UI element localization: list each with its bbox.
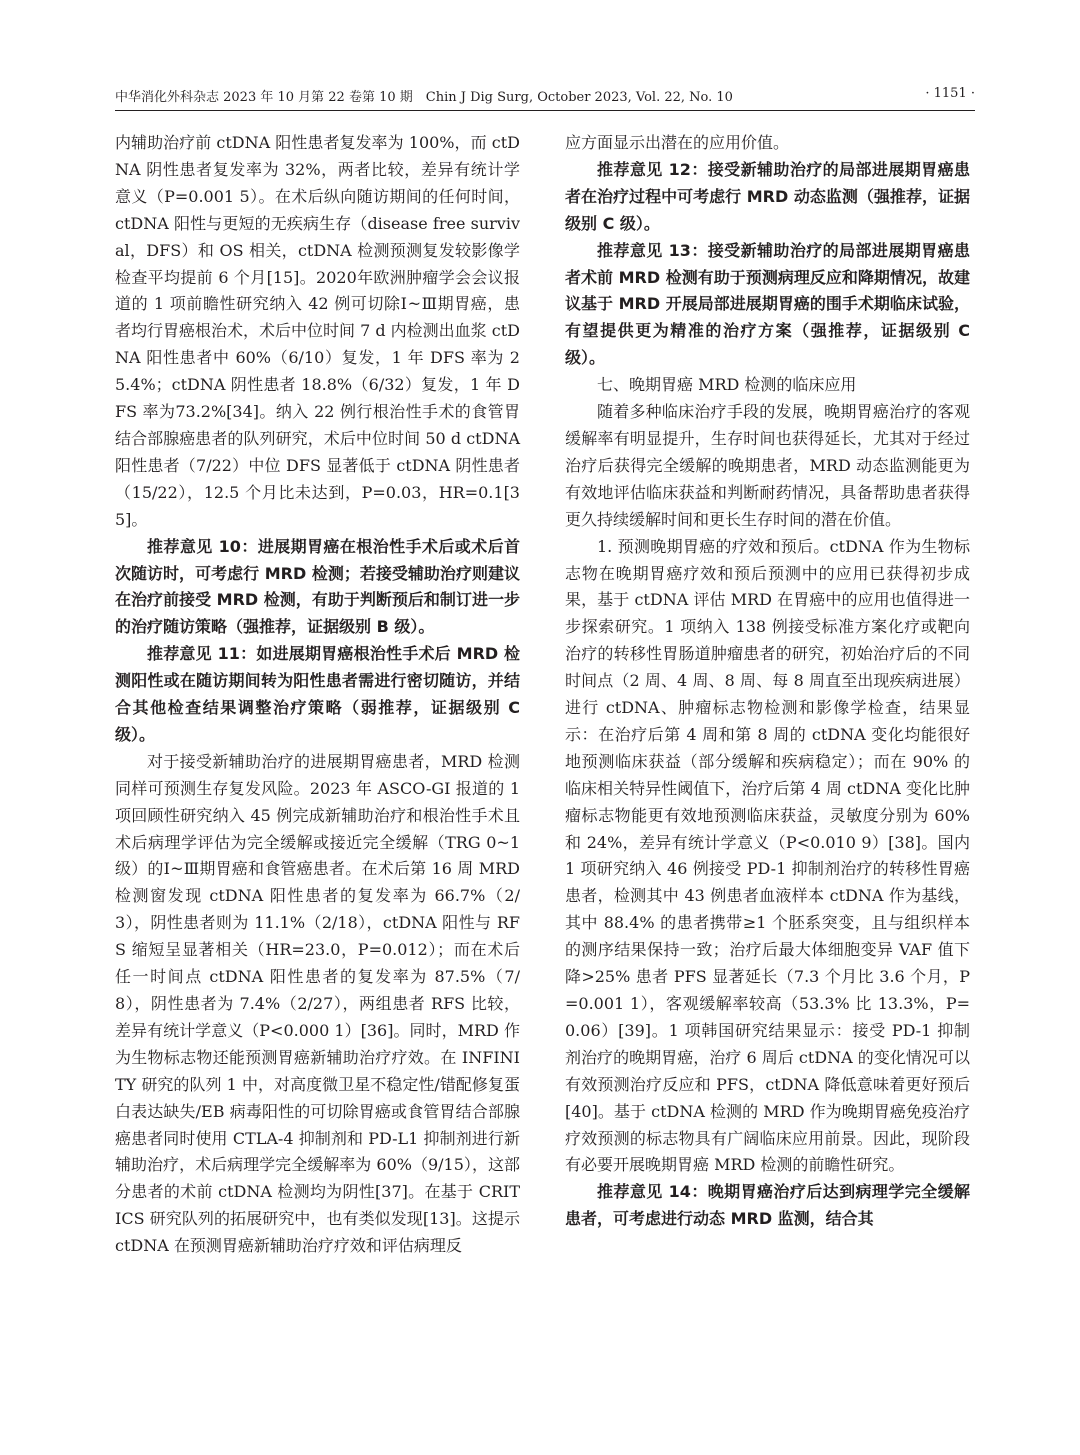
body-paragraph: 应方面显示出潜在的应用价值。 [565, 133, 790, 152]
left-column [115, 130, 520, 1260]
body-paragraph: 随着多种临床治疗手段的发展，晚期胃癌治疗的客观缓解率有明显提升，生存时间也获得延长，尤其对于经过治疗后获得完全缓解的晚期患者，MRD 动态监测能更为有效地评估临床获益和判断耐药情况，具备帮助患者获得更久持续缓解时间和更长生存时间的潜在价值。 [565, 402, 970, 529]
body-paragraph: 内辅助治疗前 ctDNA 阳性患者复发率为 100%，而 ctDNA 阴性患者复发率为 32%，两者比较，差异有统计学意义（P=0.001 5）。在术后纵向随访期间的任何时间，ctDNA 阳性与更短的无疾病生存（disease free survival，DFS）和 OS 相关，ctDNA 检测预测复发较影像学检查平均提前 6 个月[15]。2020年欧洲肿瘤学会会议报道的 1 项前瞻性研究纳入 42 例可切除Ⅰ~Ⅲ期胃癌，患者均行胃癌根治术，术后中位时间 7 d 内检测出血浆 ctDNA 阳性患者中 60%（6/10）复发，1 年 DFS 率为 25.4%；ctDNA 阴性患者 18.8%（6/32）复发，1 年 DFS 率为73.2%[34]。纳入 22 例行根治性手术的食管胃结合部腺癌患者的队列研究，术后中位时间 50 d ctDNA 阳性患者（7/22）中位 DFS 显著低于 ctDNA 阴性患者（15/22），12.5 个月比未达到，P=0.03，HR=0.1[35]。 [115, 133, 520, 529]
body-paragraph: 1. 预测晚期胃癌的疗效和预后。ctDNA 作为生物标志物在晚期胃癌疗效和预后预测中的应用已获得初步成果，基于 ctDNA 评估 MRD 在胃癌中的应用也值得进一步探索研究。1 项纳入 138 例接受标准方案化疗或靶向治疗的转移性胃肠道肿瘤患者的研究，初始治疗后的不同时间点（2 周、4 周、8 周、每 8 周直至出现疾病进展）进行 ctDNA、肿瘤标志物检测和影像学检查，结果显示：在治疗后第 4 周和第 8 周的 ctDNA 变化均能很好地预测临床获益（部分缓解和疾病稳定）；而在 90% 的临床相关特异性阈值下，治疗后第 4 周 ctDNA 变化比肿瘤标志物能更有效地预测临床获益，灵敏度分别为 60% 和 24%，差异有统计学意义（P<0.010 9）[38]。国内 1 项研究纳入 46 例接受 PD-1 抑制剂治疗的转移性胃癌患者，检测其中 43 例患者血液样本 ctDNA 作为基线，其中 88.4% 的患者携带≥1 个胚系突变，且与组织样本的测序结果保持一致；治疗后最大体细胞变异 VAF 值下降>25% 患者 PFS 显著延长（7.3 个月比 3.6 个月，P=0.001 1），客观缓解率较高（53.3% 比 13.3%，P=0.06）[39]。1 项韩国研究结果显示：接受 PD-1 抑制剂治疗的晚期胃癌，治疗 6 周后 ctDNA 的变化情况可以有效预测治疗反应和 PFS，ctDNA 降低意味着更好预后[40]。基于 ctDNA 检测的 MRD 作为晚期胃癌免疫治疗疗效预测的标志物具有广阔临床应用前景。因此，现阶段有必要开展晚期胃癌 MRD 检测的前瞻性研究。 [565, 536, 970, 1175]
section-heading: 七、晚期胃癌 MRD 检测的临床应用 [597, 375, 857, 395]
journal-citation: 中华消化外科杂志 2023 年 10 月第 22 卷第 10 期 Chin J Dig Surg, October 2023, Vol. 22, No. 10 [115, 90, 733, 105]
body-paragraph: 对于接受新辅助治疗的进展期胃癌患者，MRD 检测同样可预测生存复发风险。2023 年 ASCO-GI 报道的 1 项回顾性研究纳入 45 例完成新辅助治疗和根治性手术且术后病理学评估为完全缓解或接近完全缓解（TRG 0~1 级）的Ⅰ~Ⅲ期胃癌和食管癌患者。在术后第 16 周 MRD 检测窗发现 ctDNA 阳性患者的复发率为 66.7%（2/3），阴性患者则为 11.1%（2/18），ctDNA 阳性与 RFS 缩短呈显著相关（HR=23.0，P=0.012）；而在术后任一时间点 ctDNA 阳性患者的复发率为 87.5%（7/8），阴性患者为 7.4%（2/27），两组患者 RFS 比较，差异有统计学意义（P<0.000 1）[36]。同时，MRD 作为生物标志物还能预测胃癌新辅助治疗疗效。在 INFINITY 研究的队列 1 中，对高度微卫星不稳定性/错配修复蛋白表达缺失/EB 病毒阳性的可切除胃癌或食管胃结合部腺癌患者同时使用 CTLA-4 抑制剂和 PD-L1 抑制剂进行新辅助治疗，术后病理学完全缓解率为 60%（9/15），这部分患者的术前 ctDNA 检测均为阴性[37]。在基于 CRITICS 研究队列的拓展研究中，也有类似发现[13]。这提示 ctDNA 在预测胃癌新辅助治疗疗效和评估病理反 [115, 751, 520, 1256]
running-header [115, 86, 975, 108]
header-rule [115, 110, 975, 111]
page-number: · 1151 · [925, 86, 975, 101]
recommendation-10: 推荐意见 10：进展期胃癌在根治性手术后或术后首次随访时，可考虑行 MRD 检测；若接受辅助治疗则建议在治疗前接受 MRD 检测，有助于判断预后和制订进一步的治疗随访策略（强推荐，证据级别 B 级）。 [115, 536, 520, 637]
right-column [565, 130, 970, 1233]
recommendation-12: 推荐意见 12：接受新辅助治疗的局部进展期胃癌患者在治疗过程中可考虑行 MRD 动态监测（强推荐，证据级别 C 级）。 [565, 159, 970, 233]
recommendation-13: 推荐意见 13：接受新辅助治疗的局部进展期胃癌患者术前 MRD 检测有助于预测病理反应和降期情况，故建议基于 MRD 开展局部进展期胃癌的围手术期临床试验，有望提供更为精准的治疗方案（强推荐，证据级别 C 级）。 [565, 240, 970, 368]
recommendation-14: 推荐意见 14：晚期胃癌治疗后达到病理学完全缓解患者，可考虑进行动态 MRD 监测，结合其 [565, 1182, 970, 1229]
recommendation-11: 推荐意见 11：如进展期胃癌根治性手术后 MRD 检测阳性或在随访期间转为阳性患者需进行密切随访，并结合其他检查结果调整治疗策略（弱推荐，证据级别 C 级）。 [115, 644, 520, 744]
